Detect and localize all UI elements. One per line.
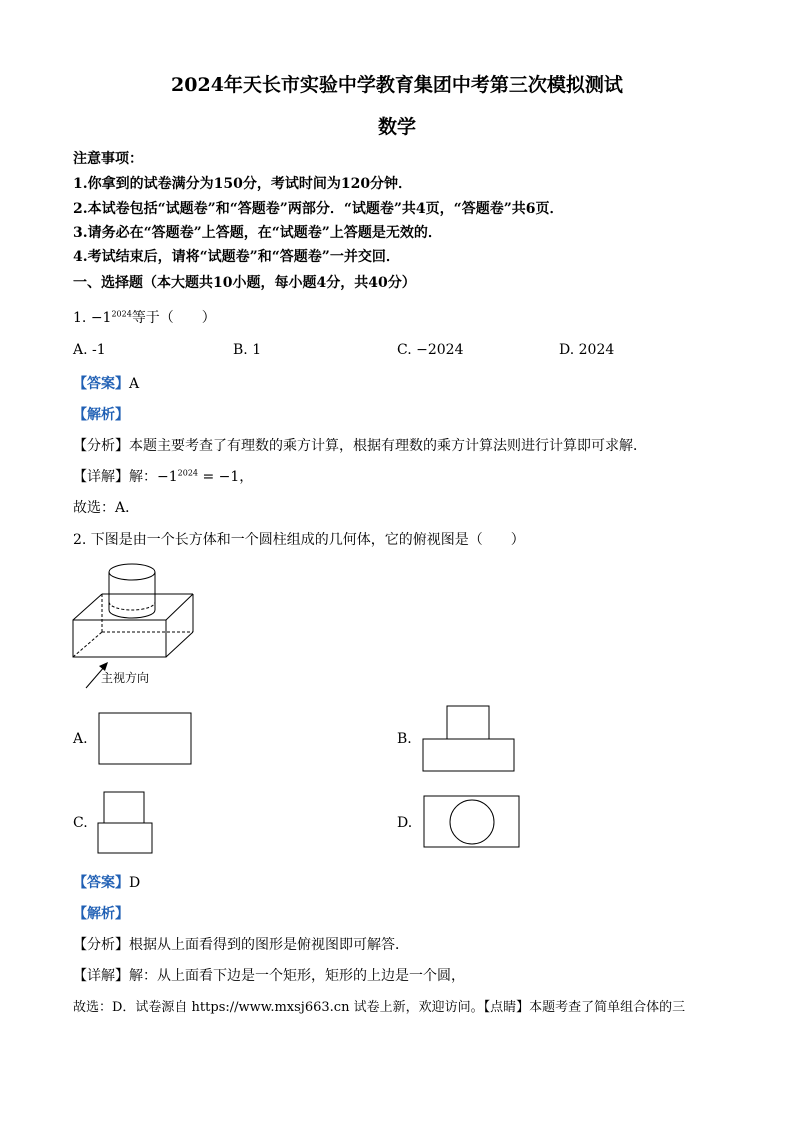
q2-option-c-shape [97,791,154,855]
q2-answer-value: D [129,875,141,891]
notice-item-4: 4.考试结束后，请将“试题卷”和“答题卷”一并交回． [73,249,400,265]
q2-last-line-post: 本题考查了简单组合体的三 [529,1000,686,1015]
q1-answer [73,373,139,393]
q1-exponent: 2024 [111,309,132,319]
notice-item-2: 2.本试卷包括“试题卷”和“答题卷”两部分．“试题卷”共4页，“答题卷”共6页． [73,201,564,217]
q1-fenxi-text: 本题主要考查了有理数的乘方计算，根据有理数的乘方计算法则进行计算即可求解． [129,438,647,454]
q2-figure-caption: 主视方向 [101,671,150,685]
q1-xiangjie-tag: 【详解】 [73,469,129,485]
q2-option-d-shape [423,795,521,849]
q1-jiexi-tag: 【解析】 [73,407,129,423]
q1-xiangjie-post: = −1， [198,469,254,485]
q2-answer [73,872,140,892]
q1-xiangjie [73,466,253,486]
q2-jiexi [73,903,129,923]
notice-heading: 注意事项： [73,151,143,167]
q2-option-b-label: B. [397,731,412,747]
q2-fenxi-text: 根据从上面看得到的图形是俯视图即可解答． [129,937,409,953]
q1-jiexi [73,404,129,424]
q2-dianjing-tag: 【点睛】 [483,1000,530,1015]
q2-fenxi-tag: 【分析】 [73,937,129,953]
q2-xiangjie [73,965,465,985]
section-heading: 一、选择题（本大题共10小题，每小题4分，共40分） [73,275,416,291]
q2-stem: 2. 下图是由一个长方体和一个圆柱组成的几何体，它的俯视图是（ ） [73,532,525,548]
q2-option-c-label: C. [73,815,88,831]
q1-xiangjie-exp: 2024 [177,468,198,478]
notice-item-3: 3.请务必在“答题卷”上答题，在“试题卷”上答题是无效的． [73,225,442,241]
q1-answer-value: A [129,376,140,392]
q1-stem [73,307,216,327]
q1-option-a: A. -1 [73,342,106,358]
q1-xiangjie-base: −1 [157,469,178,485]
q1-guxuan: 故选：A． [73,500,140,516]
q1-option-d: D. 2024 [559,342,615,358]
q1-fenxi [73,435,647,455]
q2-last-line [73,996,685,1015]
q2-option-a-label: A. [73,731,88,747]
q1-fenxi-tag: 【分析】 [73,438,129,454]
q2-option-b-shape [422,705,516,773]
q2-xiangjie-tag: 【详解】 [73,968,129,984]
q1-number: 1. [73,310,87,326]
q2-option-d-label: D. [397,815,413,831]
q1-option-b: B. 1 [233,342,262,358]
q2-last-line-pre: 故选：D．试卷源自 https://www.mxsj663.cn 试卷上新，欢迎访问。 [73,1000,484,1015]
q1-stem-text: 等于（ ） [131,310,216,326]
notice-item-1: 1.你拿到的试卷满分为150分，考试时间为120分钟． [73,176,413,192]
q2-xiangjie-text: 解：从上面看下边是一个矩形，矩形的上边是一个圆， [129,968,465,984]
q1-answer-tag: 【答案】 [73,376,129,392]
page-title: 2024年天长市实验中学教育集团中考第三次模拟测试 [171,74,623,96]
q1-base: −1 [90,310,112,326]
q2-answer-tag: 【答案】 [73,875,129,891]
q1-xiangjie-pre: 解： [129,469,157,485]
q2-jiexi-tag: 【解析】 [73,906,129,922]
subject-title: 数学 [377,116,416,138]
q2-fenxi [73,934,409,954]
q1-option-c: C. −2024 [397,342,464,358]
q2-option-a-shape [98,712,194,766]
